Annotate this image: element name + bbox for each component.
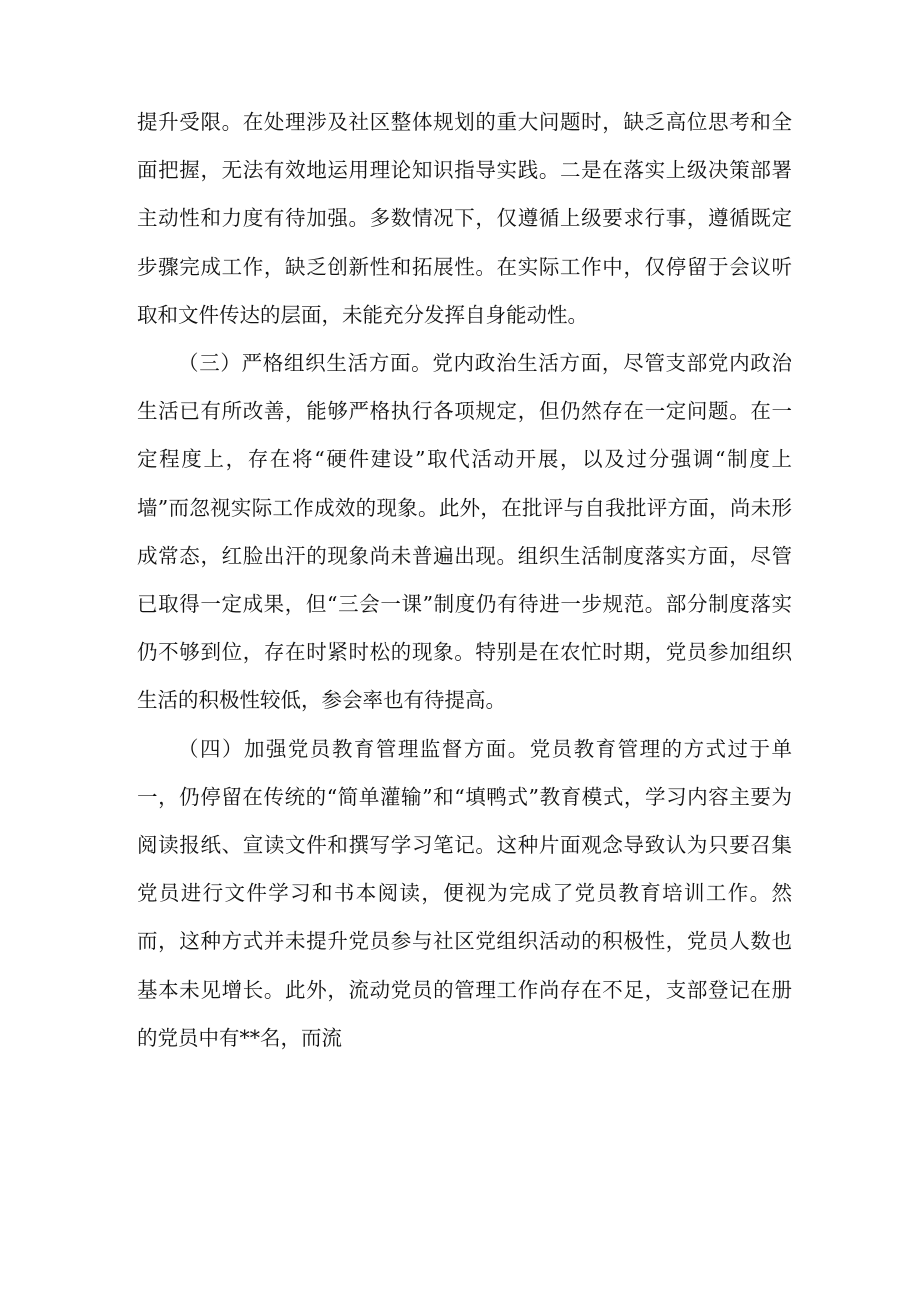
document-body bbox=[137, 98, 792, 1062]
paragraph-section-four: （四）加强党员教育管理监督方面。党员教育管理的方式过于单一，仍停留在传统的“简单灌输”和“填鸭式”教育模式，学习内容主要为阅读报纸、宣读文件和撰写学习笔记。这种片面观念导致认为只要召集党员进行文件学习和书本阅读，便视为完成了党员教育培训工作。然而，这种方式并未提升党员参与社区党组织活动的积极性，党员人数也基本未见增长。此外，流动党员的管理工作尚存在不足，支部登记在册的党员中有**名，而流 bbox=[137, 736, 792, 1050]
paragraph-section-three: （三）严格组织生活方面。党内政治生活方面，尽管支部党内政治生活已有所改善，能够严格执行各项规定，但仍然存在一定问题。在一定程度上，存在将“硬件建设”取代活动开展，以及过分强调“制度上墙”而忽视实际工作成效的现象。此外，在批评与自我批评方面，尚未形成常态，红脸出汗的现象尚未普遍出现。组织生活制度落实方面，尽管已取得一定成果，但“三会一课”制度仍有待进一步规范。部分制度落实仍不够到位，存在时紧时松的现象。特别是在农忙时期，党员参加组织生活的积极性较低，参会率也有待提高。 bbox=[137, 351, 792, 713]
paragraph-continuation: 提升受限。在处理涉及社区整体规划的重大问题时，缺乏高位思考和全面把握，无法有效地运用理论知识指导实践。二是在落实上级决策部署主动性和力度有待加强。多数情况下，仅遵循上级要求行事，遵循既定步骤完成工作，缺乏创新性和拓展性。在实际工作中，仅停留于会议听取和文件传达的层面，未能充分发挥自身能动性。 bbox=[137, 110, 792, 327]
